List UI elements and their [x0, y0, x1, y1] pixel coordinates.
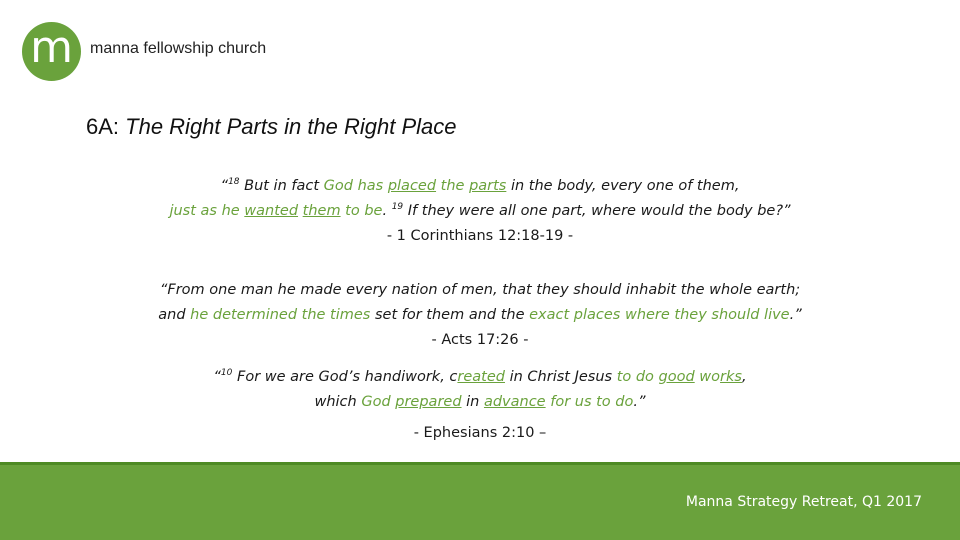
footer-divider: [0, 462, 960, 465]
quote-acts: [0, 278, 960, 353]
title-main: The Right Parts in the Right Place: [125, 114, 457, 139]
quote-reference: - Ephesians 2:10 –: [413, 425, 547, 441]
logo-letter: m: [30, 21, 73, 73]
quote-line: just as he wanted them to be. $^{19}$ If they were all one part, where would the body be?”: [169, 202, 791, 219]
quote-ephesians: [0, 365, 960, 446]
quote-line: “From one man he made every nation of men, that they should inhabit the whole earth;: [159, 282, 801, 298]
footer-text: Manna Strategy Retreat, Q1 2017: [685, 494, 922, 510]
quote-corinthians: [0, 174, 960, 249]
slide-title: [86, 114, 457, 140]
quote-reference: - 1 Corinthians 12:18-19 -: [386, 228, 574, 244]
logo-badge: [22, 22, 81, 81]
quote-line: which God prepared in advance for us to do.”: [314, 394, 646, 410]
quote-reference: - Acts 17:26 -: [431, 332, 529, 348]
logo-name: manna fellowship church: [90, 40, 267, 57]
quote-line: “$^{18}$ But in fact God has placed the parts in the body, every one of them,: [220, 177, 740, 194]
quote-line: “$^{10}$ For we are God’s handiwork, created in Christ Jesus to do good works,: [213, 368, 747, 385]
quote-line: and he determined the times set for them and the exact places where they should live.”: [158, 307, 802, 323]
footer-bar: [0, 462, 960, 540]
title-prefix: 6A:: [86, 114, 126, 139]
